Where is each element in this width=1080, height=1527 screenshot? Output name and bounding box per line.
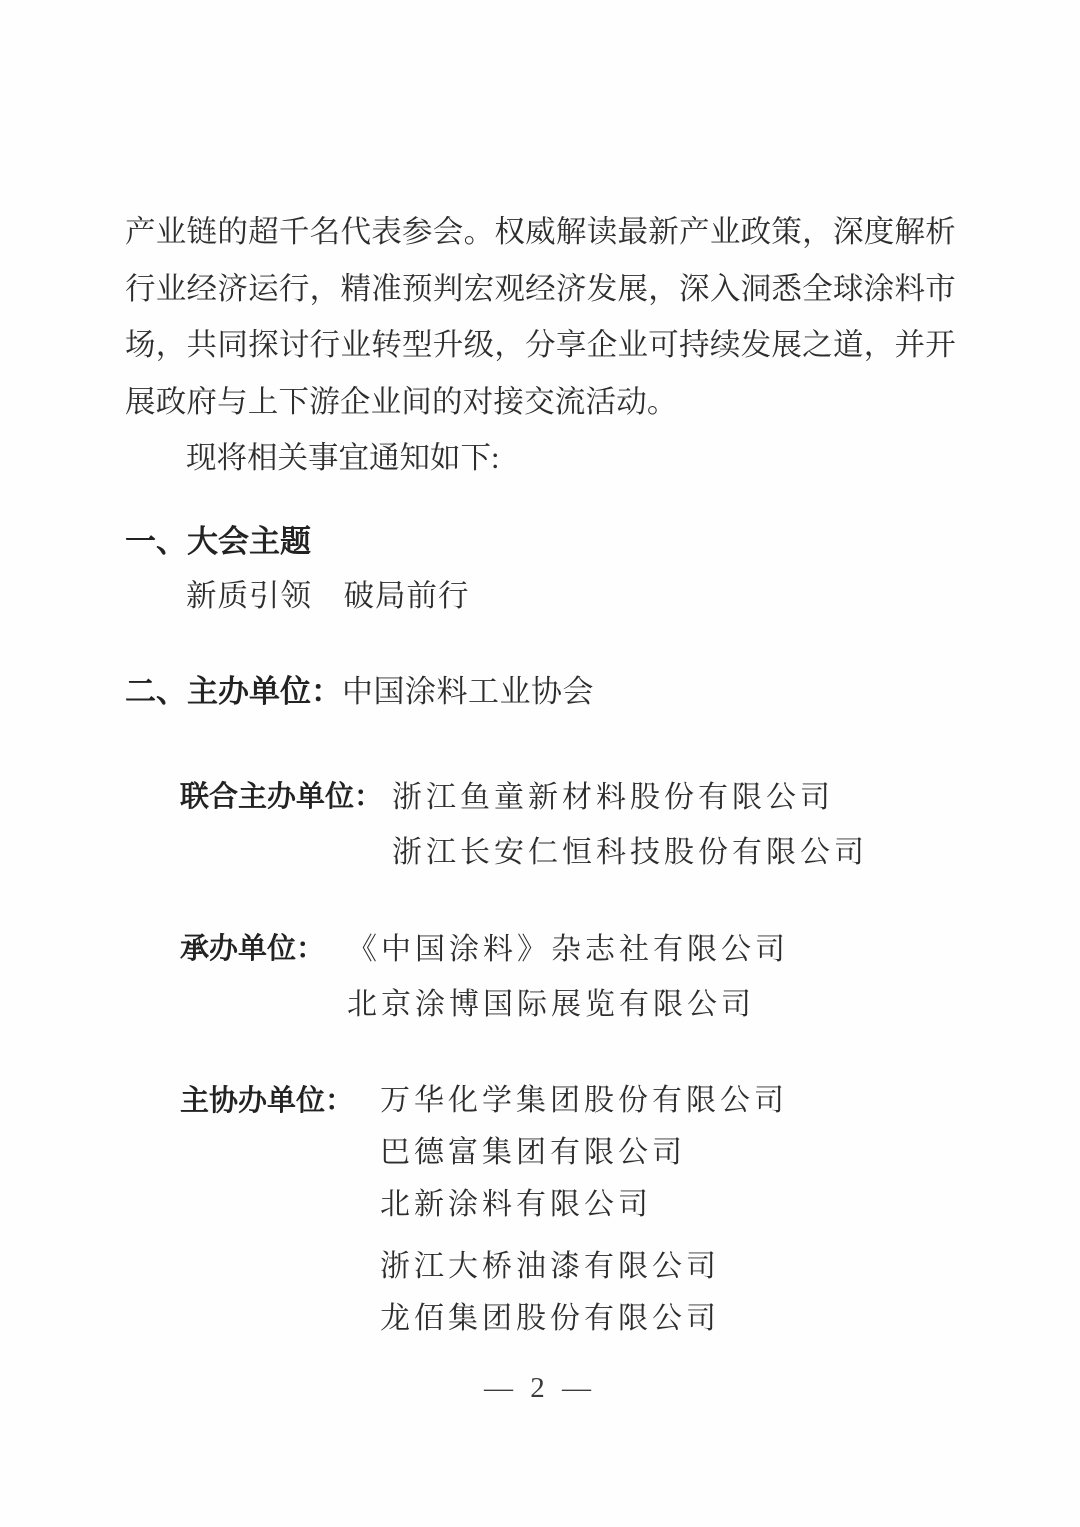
undertaker-group [180, 922, 956, 1032]
co-hosts-label: 联合主办单位： [180, 780, 384, 813]
company-name: 巴德富集团有限公司 [380, 1135, 686, 1169]
co-hosts-companies [392, 770, 868, 880]
company-name: 《中国涂料》杂志社有限公司 [347, 932, 789, 966]
main-co-organizers-label: 主协办单位： [180, 1084, 355, 1117]
company-name: 北新涂料有限公司 [380, 1187, 652, 1221]
undertaker-companies [347, 922, 789, 1032]
undertaker-label: 承办单位： [180, 932, 326, 965]
company-name: 浙江大桥油漆有限公司 [380, 1249, 720, 1283]
section-heading-organizer [125, 667, 956, 717]
co-hosts-group [180, 770, 956, 880]
organizer-name: 中国涂料工业协会 [342, 673, 594, 709]
company-name: 万华化学集团股份有限公司 [380, 1083, 788, 1117]
company-name: 浙江长安仁恒科技股份有限公司 [392, 835, 868, 869]
company-name: 浙江鱼童新材料股份有限公司 [392, 780, 834, 814]
main-co-organizers-companies [380, 1075, 788, 1345]
company-name: 龙佰集团股份有限公司 [380, 1301, 720, 1335]
intro-paragraph: 产业链的超千名代表参会。权威解读最新产业政策，深度解析行业经济运行，精准预判宏观经济发展，深入洞悉全球涂料市场，共同探讨行业转型升级，分享企业可持续发展之道，并开展政府与上下游企业间的对接交流活动。 [125, 215, 956, 419]
main-co-organizers-group [180, 1075, 956, 1345]
page-number: — 2 — [484, 1372, 596, 1404]
conference-theme: 新质引领 破局前行 [186, 578, 470, 613]
organizer-heading-label: 二、主办单位： [125, 673, 342, 709]
notice-line: 现将相关事宜通知如下: [186, 441, 500, 475]
company-name: 北京涂博国际展览有限公司 [347, 987, 755, 1021]
section-heading-theme: 一、大会主题 [125, 523, 311, 559]
